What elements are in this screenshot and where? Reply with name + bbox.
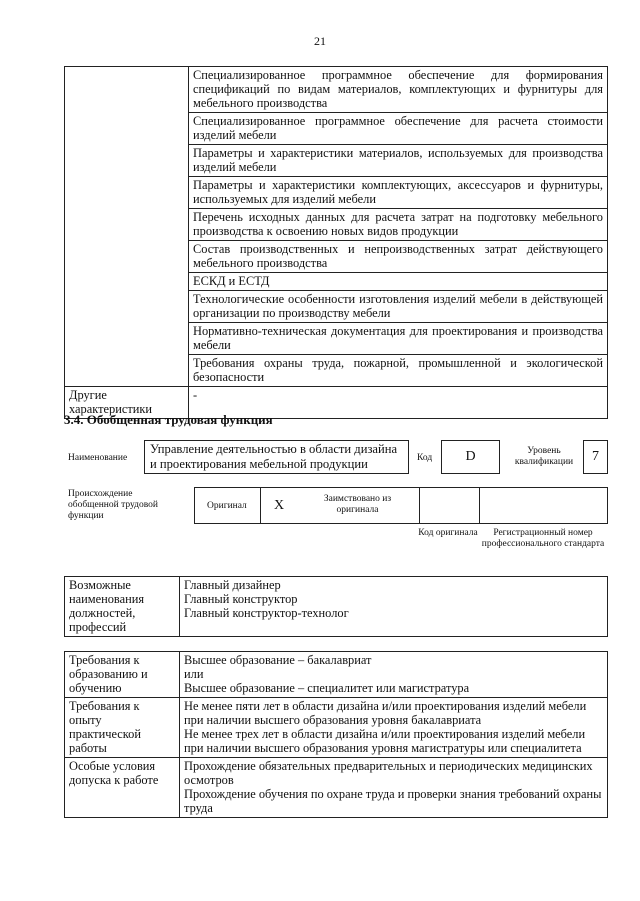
- table-cell: Требования охраны труда, пожарной, промышленной и экологической безопасности: [189, 355, 608, 387]
- name-label: Наименование: [68, 453, 128, 463]
- table-cell: Технологические особенности изготовления изделий мебели в действующей организации по производству мебели: [189, 291, 608, 323]
- page-number: 21: [314, 34, 326, 48]
- table-row: [65, 758, 608, 818]
- table-cell: ЕСКД и ЕСТД: [189, 273, 608, 291]
- code-value: D: [465, 449, 476, 464]
- origin-label: Происхождение обобщенной трудовой функции: [68, 489, 158, 521]
- occupations-table: [64, 576, 608, 637]
- original-mark: X: [274, 498, 285, 513]
- list-item: Высшее образование – бакалавриат: [184, 653, 372, 667]
- level-box: [583, 440, 608, 474]
- borrowed-label: Заимствовано из оригинала: [323, 494, 392, 515]
- list-item: или: [184, 667, 204, 681]
- table-cell: Состав производственных и непроизводственных затрат действующего мебельного производства: [189, 241, 608, 273]
- table-row: [65, 698, 608, 758]
- occupations-values: [180, 577, 608, 637]
- table-cell-left: [65, 67, 189, 387]
- table-cell: Специализированное программное обеспечение для формирования спецификаций по видам материалов, комплектующих и фурнитуры для мебельного производства: [189, 67, 608, 113]
- level-value: 7: [592, 449, 599, 464]
- list-item: Не менее трех лет в области дизайна и/или проектирования изделий мебели при наличии высшего образования уровня магистратуры или специалитета: [184, 727, 586, 755]
- table-cell: Специализированное программное обеспечение для расчета стоимости изделий мебели: [189, 113, 608, 145]
- section-title: 3.4. Обобщенная трудовая функция: [64, 412, 273, 427]
- list-item: Не менее пяти лет в области дизайна и/или проектирования изделий мебели при наличии высшего образования уровня бакалавриата: [184, 699, 587, 727]
- divider: [419, 488, 420, 523]
- list-item: Главный дизайнер: [184, 578, 281, 592]
- original-label: Оригинал: [207, 501, 247, 511]
- code-original-caption: Код оригинала: [418, 528, 478, 538]
- list-item: Прохождение обучения по охране труда и проверки знания требований охраны труда: [184, 787, 602, 815]
- requirement-values: [180, 698, 608, 758]
- table-row: [65, 67, 608, 113]
- code-label: Код: [417, 453, 433, 463]
- function-name-box: [144, 440, 409, 474]
- divider: [260, 488, 261, 523]
- table-row: [65, 652, 608, 698]
- requirement-label: Особые условия допуска к работе: [65, 758, 180, 818]
- table-cell: Нормативно-техническая документация для проектирования и производства мебели: [189, 323, 608, 355]
- other-characteristics-label: Другие характеристики: [65, 387, 189, 419]
- table-cell: Параметры и характеристики материалов, используемых для производства изделий мебели: [189, 145, 608, 177]
- knowledge-table: [64, 66, 608, 419]
- reg-number-caption: Регистрационный номер профессионального стандарта: [481, 528, 605, 549]
- list-item: Главный конструктор: [184, 592, 298, 606]
- list-item: Прохождение обязательных предварительных и периодических медицинских осмотров: [184, 759, 593, 787]
- code-box: [441, 440, 500, 474]
- table-cell: Перечень исходных данных для расчета затрат на подготовку мебельного производства к освоению новых видов продукции: [189, 209, 608, 241]
- requirement-values: [180, 758, 608, 818]
- divider: [479, 488, 480, 523]
- list-item: Высшее образование – специалитет или магистратура: [184, 681, 470, 695]
- table-row: [65, 577, 608, 637]
- requirement-values: [180, 652, 608, 698]
- other-characteristics-value: -: [189, 387, 608, 419]
- requirements-table: [64, 651, 608, 818]
- requirement-label: Требования к образованию и обучению: [65, 652, 180, 698]
- level-label: Уровень квалификации: [514, 446, 574, 467]
- list-item: Главный конструктор-технолог: [184, 606, 349, 620]
- occupations-label: Возможные наименования должностей, профессий: [65, 577, 180, 637]
- requirement-label: Требования к опыту практической работы: [65, 698, 180, 758]
- function-name: Управление деятельностью в области дизайна и проектирования мебельной продукции: [150, 442, 398, 471]
- table-cell: Параметры и характеристики комплектующих, аксессуаров и фурнитуры, используемых для изделий мебели: [189, 177, 608, 209]
